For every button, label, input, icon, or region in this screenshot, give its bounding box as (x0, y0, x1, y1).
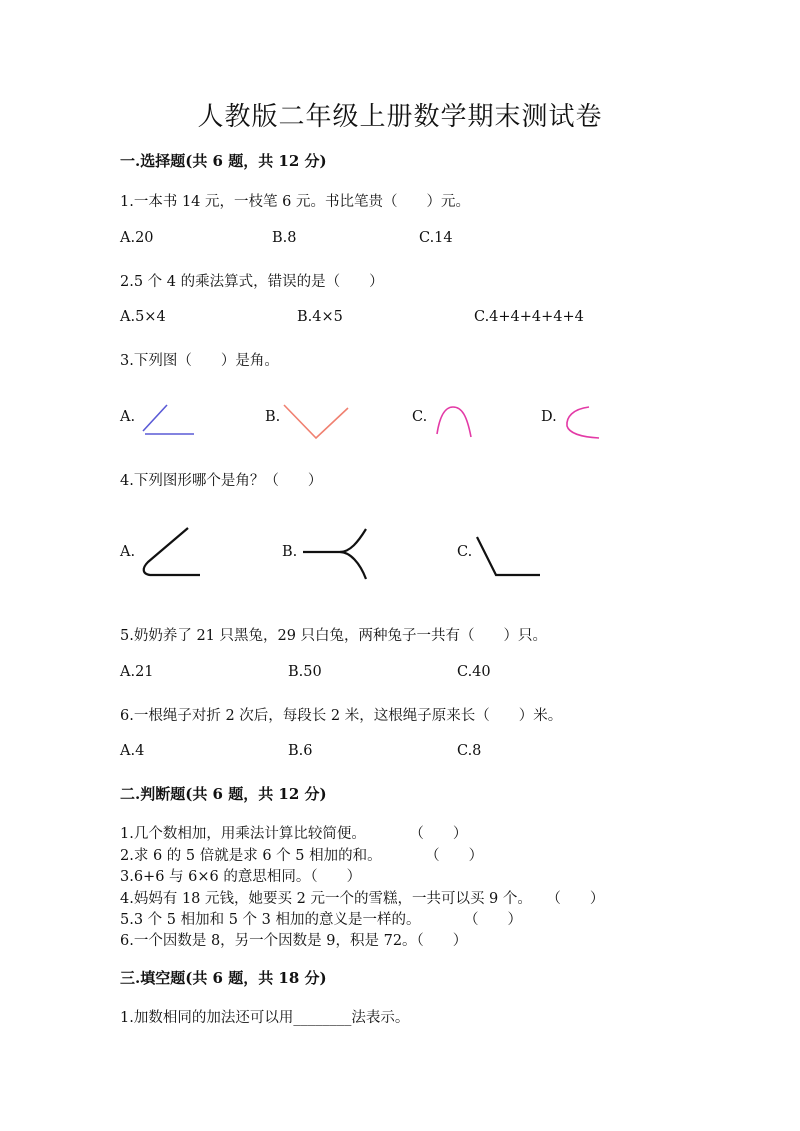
question-4-option-a: A. (120, 544, 136, 560)
fill-question-1 (120, 1006, 409, 1027)
question-4-stem: 4.下列图形哪个是角？（ ） (120, 473, 323, 489)
section-heading-fill: 三.填空题(共 6 题，共 18 分) (120, 969, 327, 987)
judge-question-1: 1.几个数相加，用乘法计算比较简便。 （ ） (120, 826, 468, 842)
q4-figure-c (474, 535, 544, 580)
page-title: 人教版二年级上册数学期末测试卷 (197, 102, 603, 132)
q3-figure-b (282, 402, 352, 442)
question-6-option-a: A.4 (120, 743, 145, 759)
section-heading-choice: 一.选择题(共 6 题，共 12 分) (120, 152, 327, 170)
judge-question-3: 3.6+6 与 6×6 的意思相同。（ ） (120, 869, 362, 885)
question-3-option-c: C. (412, 409, 428, 425)
judge-question-5: 5.3 个 5 相加和 5 个 3 相加的意义是一样的。 （ ） (120, 912, 522, 928)
q3-figure-a (140, 400, 200, 440)
question-1-option-a: A.20 (120, 230, 154, 246)
question-3-stem: 3.下列图（ ）是角。 (120, 353, 279, 369)
question-1-option-c: C.14 (419, 230, 453, 246)
question-2-option-a: A.5×4 (120, 309, 166, 325)
q3-figure-d (563, 404, 608, 444)
question-3-option-a: A. (120, 409, 136, 425)
fill-question-1-blank: ________ (293, 1010, 352, 1026)
question-4-option-c: C. (457, 544, 473, 560)
question-3-option-d: D. (541, 409, 557, 425)
question-5-option-c: C.40 (457, 664, 491, 680)
question-5-option-b: B.50 (288, 664, 322, 680)
fill-question-1-before: 1.加数相同的加法还可以用 (120, 1010, 294, 1026)
question-6-stem: 6.一根绳子对折 2 次后，每段长 2 米，这根绳子原来长（ ）米。 (120, 708, 563, 724)
question-2-option-c: C.4+4+4+4+4 (474, 309, 584, 325)
fill-question-1-after: 法表示。 (351, 1010, 410, 1026)
question-4-option-b: B. (282, 544, 298, 560)
judge-question-6: 6.一个因数是 8，另一个因数是 9，积是 72。（ ） (120, 933, 468, 949)
question-6-option-b: B.6 (288, 743, 313, 759)
question-5-option-a: A.21 (120, 664, 154, 680)
question-3-option-b: B. (265, 409, 281, 425)
judge-question-2: 2.求 6 的 5 倍就是求 6 个 5 相加的和。 （ ） (120, 848, 484, 864)
q4-figure-a (140, 525, 210, 580)
question-2-option-b: B.4×5 (297, 309, 343, 325)
question-2-stem: 2.5 个 4 的乘法算式，错误的是（ ） (120, 274, 384, 290)
question-6-option-c: C.8 (457, 743, 482, 759)
question-1-option-b: B.8 (272, 230, 297, 246)
judge-question-4: 4.妈妈有 18 元钱，她要买 2 元一个的雪糕，一共可以买 9 个。 （ ） (120, 891, 605, 907)
q4-figure-b (300, 525, 375, 583)
question-1-stem: 1.一本书 14 元，一枝笔 6 元。书比笔贵（ ）元。 (120, 194, 470, 210)
section-heading-judge: 二.判断题(共 6 题，共 12 分) (120, 785, 327, 803)
q3-figure-c (434, 404, 479, 444)
question-5-stem: 5.奶奶养了 21 只黑兔，29 只白兔，两种兔子一共有（ ）只。 (120, 628, 548, 644)
